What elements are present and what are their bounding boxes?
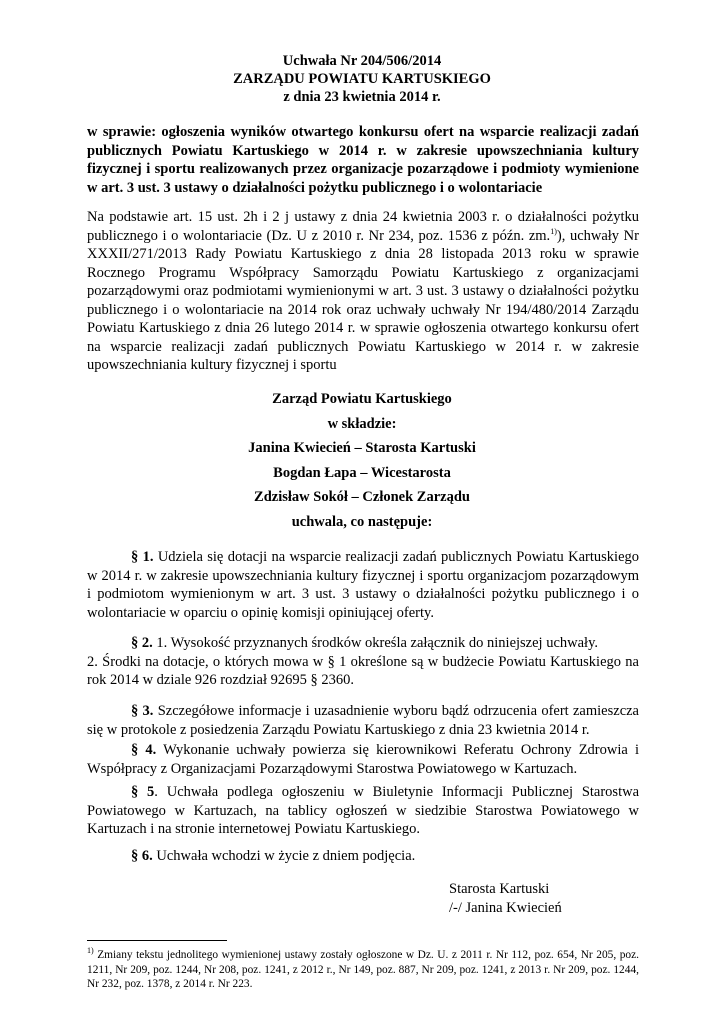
board-member: Janina Kwiecień – Starosta Kartuski — [248, 440, 476, 456]
board-composition-label: w składzie: — [327, 415, 397, 432]
section-4 — [87, 741, 639, 778]
footnote-text: Zmiany tekstu jednolitego wymienionej ustawy zostały ogłoszone w Dz. U. z 2011 r. Nr 112, poz. 654, Nr 205, poz. 1211, Nr 209, poz. 1244, Nr 208, poz. 1241, z 2012 r., Nr 149, poz. 887, Nr 209, poz. 1241, z 2013 r. Nr 209, poz. 1244, Nr 232, poz. 1378, z 2014 r. Nr 223. — [87, 949, 639, 990]
section-2-point-2: 2. Środki na dotacje, o których mowa w § 1 określone są w budżecie Powiatu Kartuskiego na rok 2014 w dziale 926 rozdział 92695 § 2360. — [87, 653, 639, 688]
section-label: § 6. — [131, 848, 153, 864]
resolution-formula: uchwala, co następuje: — [291, 513, 433, 530]
board-composition — [0, 390, 724, 537]
section-text: Udziela się dotacji na wsparcie realizacji zadań publicznych Powiatu Kartuskiego w 2014 r. w zakresie upowszechniania kultury fizycznej i sportu organizacjom pozarządowym i podmiotom wymienionym w art. 3 ust. 3 ustawy o działalności pożytku publicznego i o wolontariacie w oparciu o opinię komisji opiniującej oferty. — [87, 549, 640, 621]
board-member: Zdzisław Sokół – Członek Zarządu — [254, 489, 470, 505]
section-text: Szczegółowe informacje i uzasadnienie wyboru bądź odrzucenia ofert zamieszcza się w protokole z posiedzenia Zarządu Powiatu Kartuskiego z dnia 23 kwietnia 2014 r. — [87, 703, 639, 738]
section-label: § 4. — [131, 742, 157, 758]
section-1 — [87, 548, 639, 622]
section-text: 1. Wysokość przyznanych środków określa załącznik do niniejszej uchwały. — [152, 635, 599, 651]
footnote — [87, 948, 639, 992]
section-5 — [87, 783, 639, 839]
section-label: § 5 — [131, 784, 155, 800]
section-2 — [87, 634, 639, 690]
preamble-text-continued: ), uchwały Nr XXXII/271/2013 Rady Powiatu Kartuskiego z dnia 28 listopada 2013 roku w sprawie Rocznego Programu Współpracy Samorządu Powiatu Kartuskiego z organizacjami pozarządowymi oraz podmiotami wymienionymi w art. 3 ust. 3 ustawy o działalności pożytku publicznego i o wolontariacie na 2014 rok oraz uchwały uchwały Nr 194/480/2014 Zarządu Powiatu Kartuskiego z dnia 26 lutego 2014 r. w sprawie ogłoszenia otwartego konkursu ofert na wsparcie realizacji zadań publicznych Powiatu Kartuskiego w 2014 r. w zakresie upowszechniania kultury fizycznej i sportu — [87, 227, 639, 373]
footnote-reference: 1) — [550, 226, 557, 236]
resolution-subject: w sprawie: ogłoszenia wyników otwartego konkursu ofert na wsparcie realizacji zadań publicznych Powiatu Kartuskiego w 2014 r. w zakresie upowszechniania kultury fizycznej i sportu realizowanych przez organizacje pozarządowe i podmioty wymienione w art. 3 ust. 3 ustawy o działalności pożytku publicznego i o wolontariacie — [87, 124, 639, 196]
signatory-name: /-/ Janina Kwiecień — [449, 899, 562, 916]
board-name: Zarząd Powiatu Kartuskiego — [272, 391, 452, 407]
section-text: Wykonanie uchwały powierza się kierownikowi Referatu Ochrony Zdrowia i Współpracy z Organizacjami Pozarządowymi Starostwa Powiatowego w Kartuzach. — [87, 742, 640, 777]
issuing-body: ZARZĄDU POWIATU KARTUSKIEGO — [233, 71, 491, 87]
preamble-text: Na podstawie art. 15 ust. 2h i 2 j ustawy z dnia 24 kwietnia 2003 r. o działalności pożytku publicznego i o wolontariacie (Dz. U z 2010 r. Nr 234, poz. 1536 z późn. zm. — [87, 209, 639, 244]
section-text: . Uchwała podlega ogłoszeniu w Biuletynie Informacji Publicznej Starostwa Powiatowego w Kartuzach, na tablicy ogłoszeń w siedzibie Starostwa Powiatowego w Kartuzach i na stronie internetowej Powiatu Kartuskiego. — [87, 784, 639, 837]
section-label: § 1. — [131, 549, 154, 565]
footnote-marker: 1) — [87, 946, 94, 956]
resolution-date: z dnia 23 kwietnia 2014 r. — [283, 89, 441, 105]
section-6 — [87, 847, 639, 866]
section-label: § 2. — [131, 635, 153, 651]
footnote-separator — [87, 940, 227, 941]
section-3 — [87, 702, 639, 739]
section-text: Uchwała wchodzi w życie z dniem podjęcia. — [152, 848, 416, 864]
legal-basis-paragraph — [87, 208, 639, 375]
section-label: § 3. — [131, 703, 154, 719]
board-member: Bogdan Łapa – Wicestarosta — [273, 464, 451, 481]
signatory-title: Starosta Kartuski — [449, 881, 550, 897]
signature-block — [449, 880, 562, 917]
section-2-point-1 — [87, 634, 639, 653]
resolution-number: Uchwała Nr 204/506/2014 — [282, 53, 442, 69]
document-header — [0, 52, 724, 106]
